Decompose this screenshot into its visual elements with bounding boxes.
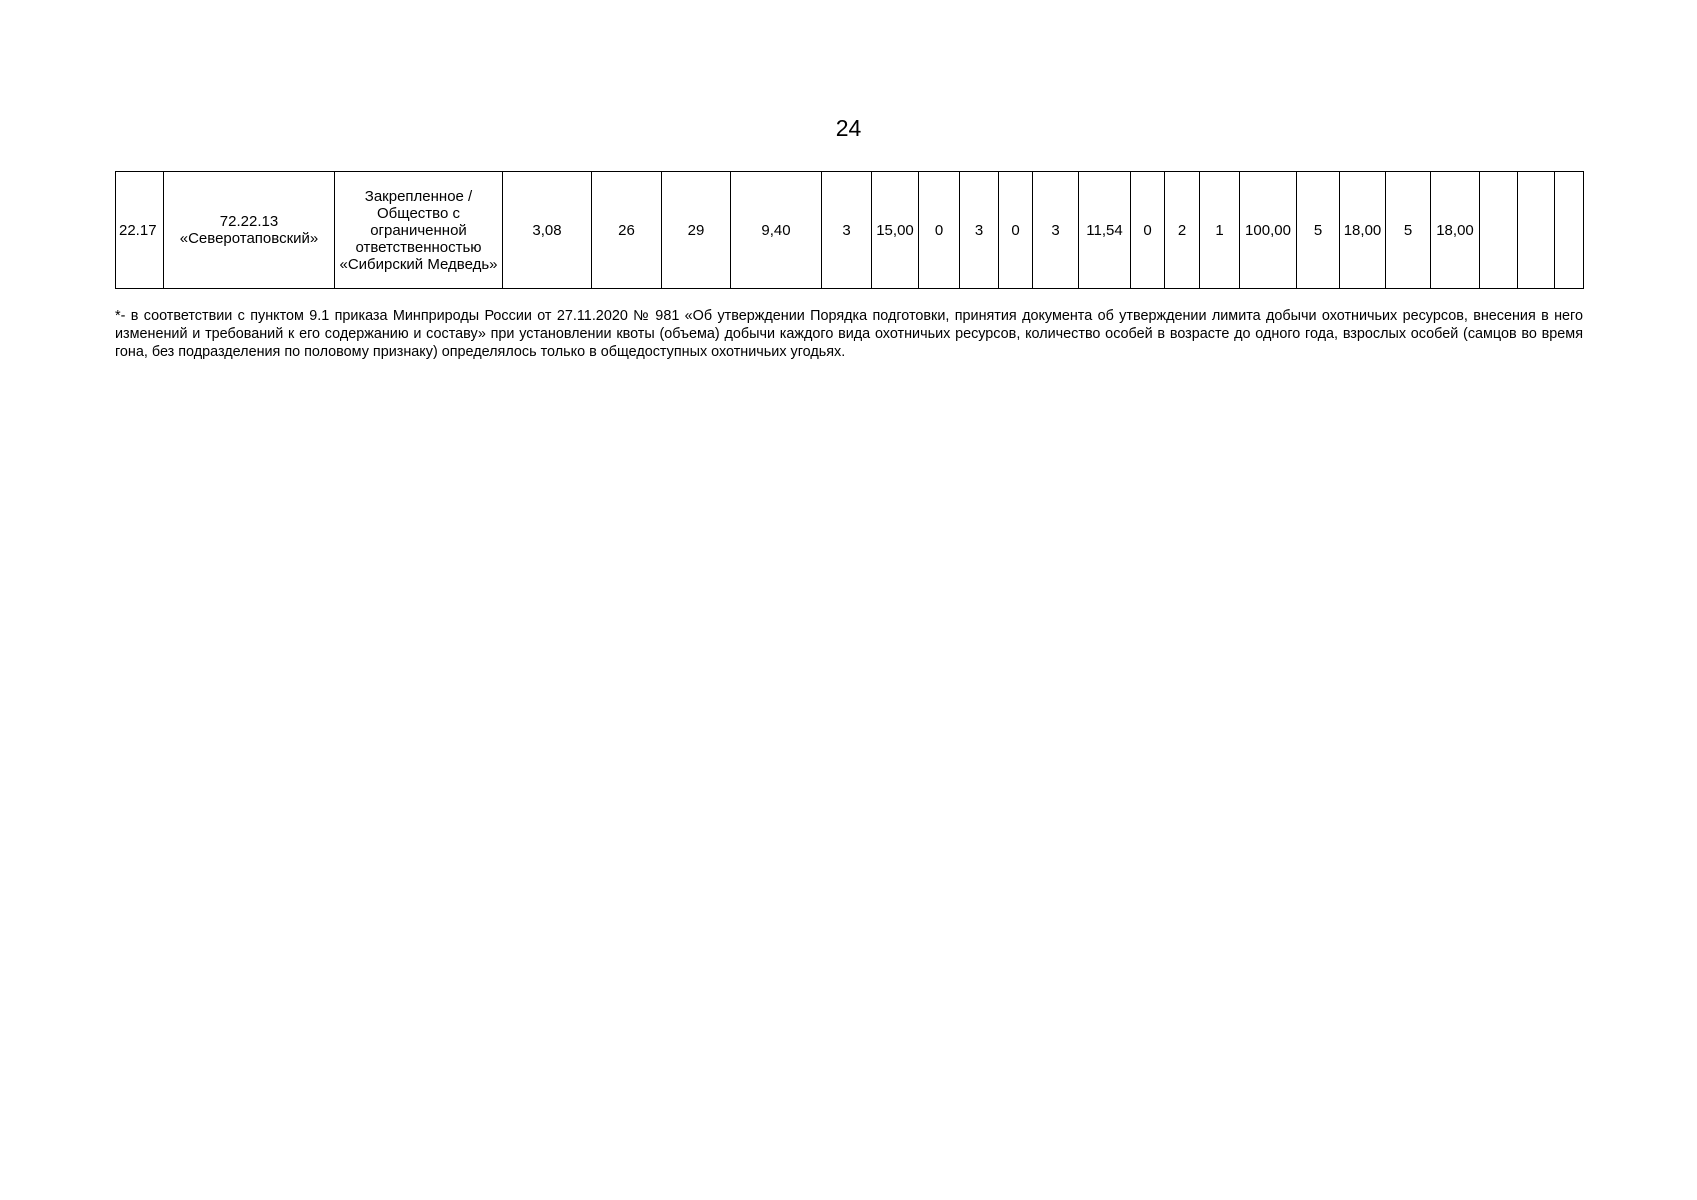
table-cell: 3 [822,172,872,289]
table-cell: 3 [1033,172,1079,289]
table-cell: 100,00 [1240,172,1297,289]
table-cell: 18,00 [1431,172,1480,289]
table-cell: 0 [999,172,1033,289]
table-cell: 0 [919,172,960,289]
table-row [116,172,1584,289]
table-cell: 15,00 [872,172,919,289]
table-cell: 1 [1200,172,1240,289]
page-number: 24 [835,115,862,141]
table-cell: 5 [1297,172,1340,289]
empty-cell [1518,172,1555,289]
footnote: *- в соответствии с пунктом 9.1 приказа Минприроды России от 27.11.2020 № 981 «Об утверждении Порядка подготовки, принятия документа об утверждении лимита добычи охотничьих ресурсов, внесения в него изменений и требований к его содержанию и составу» при установлении квоты (объема) добычи каждого вида охотничьих ресурсов, количество особей в возрасте до одного года, взрослых особей (самцов во время гона, без подразделения по половому признаку) определялось только в общедоступных охотничьих угодьях. [115,308,1583,360]
table-cell: 9,40 [731,172,822,289]
table-cell: 2 [1165,172,1200,289]
table-cell: 3,08 [503,172,592,289]
hunting-ground-cell: 72.22.13 «Северотаповский» [164,172,335,289]
table-cell: 0 [1131,172,1165,289]
empty-cell [1480,172,1518,289]
empty-cell [1555,172,1584,289]
table-cell: 29 [662,172,731,289]
table-cell: 18,00 [1340,172,1386,289]
table-cell: 5 [1386,172,1431,289]
table-cell: 11,54 [1079,172,1131,289]
quota-table [115,171,1584,289]
table-cell: 3 [960,172,999,289]
row-number-cell: 22.17 [116,172,164,289]
table-cell: 26 [592,172,662,289]
ground-status-cell: Закрепленное / Общество с ограниченной ответственностью «Сибирский Медведь» [335,172,503,289]
